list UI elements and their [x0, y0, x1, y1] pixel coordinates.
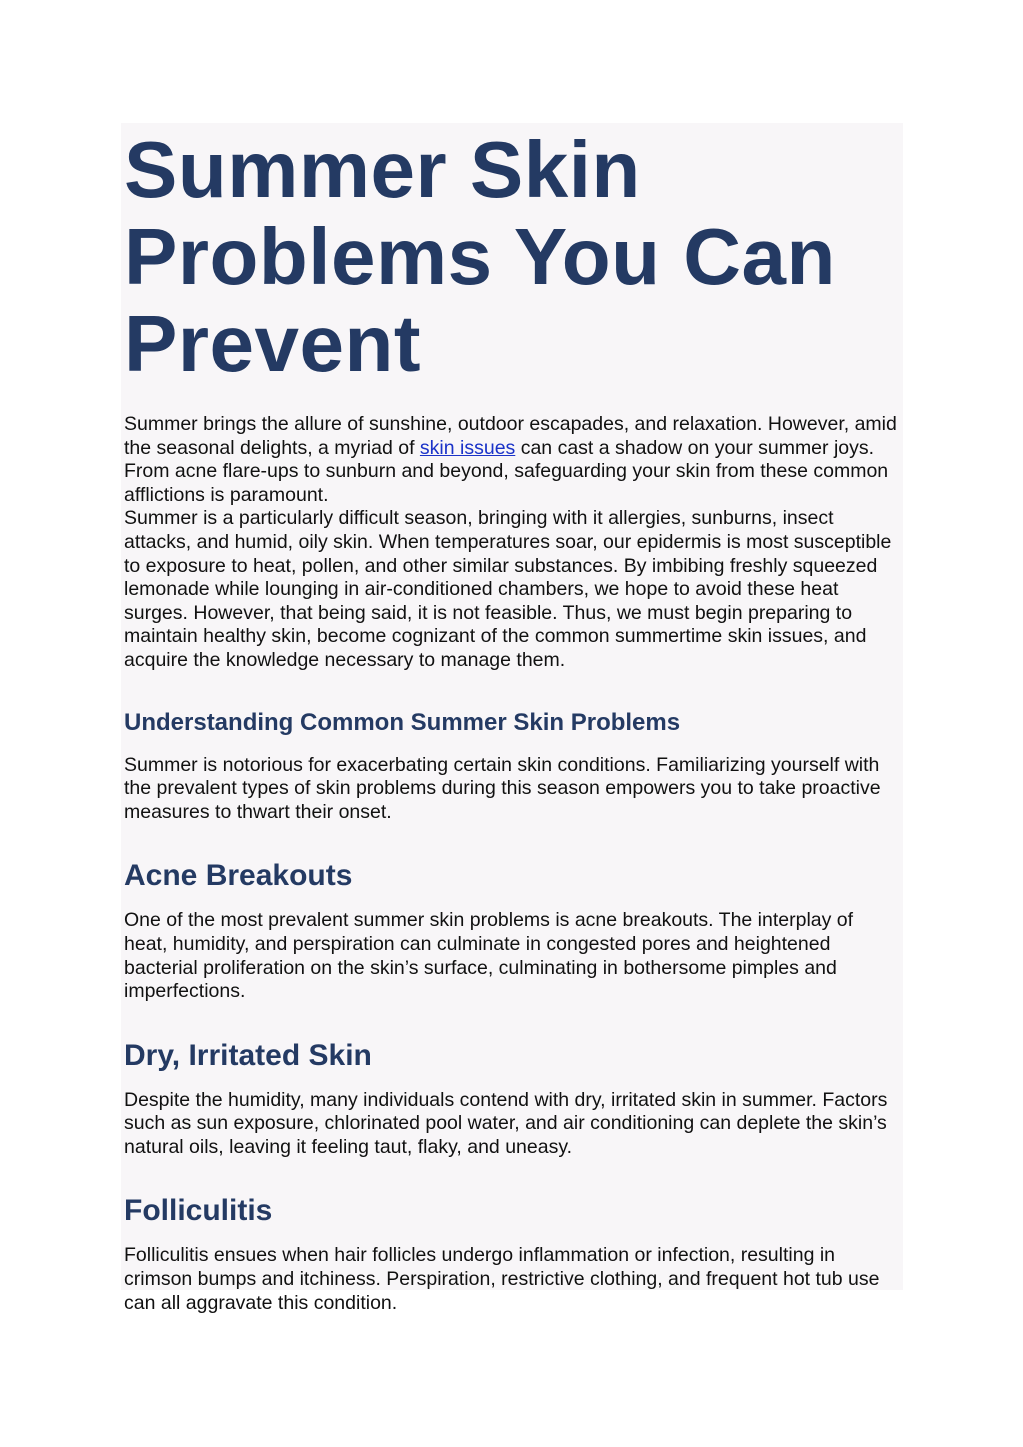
understanding-paragraph: Summer is notorious for exacerbating certain skin conditions. Familiarizing yourself with the prevalent types of skin problems during this season empowers you to take proactive measures to thwart their onset.	[124, 753, 881, 823]
dry-skin-paragraph: Despite the humidity, many individuals contend with dry, irritated skin in summer. Factors such as sun exposure, chlorinated pool water, and air conditioning can deplete the skin’s natural oils, leaving it feeling taut, flaky, and uneasy.	[124, 1088, 888, 1158]
intro-text-end: can cast a shadow on your summer joys. From acne flare-ups to sunburn and beyond, safeguarding your skin from these common afflictions is paramount.	[124, 436, 889, 506]
acne-paragraph: One of the most prevalent summer skin problems is acne breakouts. The interplay of heat, humidity, and perspiration can culminate in congested pores and heightened bacterial proliferation on the skin’s surface, culminating in bothersome pimples and imperfections.	[124, 909, 854, 1003]
folliculitis-paragraph: Folliculitis ensues when hair follicles undergo inflammation or infection, resulting in crimson bumps and itchiness. Perspiration, restrictive clothing, and frequent hot tub use can all aggravate this condition.	[124, 1244, 880, 1314]
intro-text-start: Summer brings the allure of sunshine, outdoor escapades, and relaxation. However, amid the seasonal delights, a myriad of	[124, 413, 897, 459]
folliculitis-heading: Folliculitis	[124, 1194, 273, 1228]
acne-heading: Acne Breakouts	[124, 859, 353, 893]
skin-issues-link[interactable]: skin issues	[419, 436, 516, 459]
understanding-heading: Understanding Common Summer Skin Problems	[124, 708, 681, 736]
intro-paragraph-2: Summer is a particularly difficult season, bringing with it allergies, sunburns, insect attacks, and humid, oily skin. When temperatures soar, our epidermis is most susceptible to exposure to heat, pollen, and other similar substances. By imbibing freshly squeezed lemonade while lounging in air-conditioned chambers, we hope to avoid these heat surges. However, that being said, it is not feasible. Thus, we must begin preparing to maintain healthy skin, become cognizant of the common summertime skin issues, and acquire the knowledge necessary to manage them.	[124, 507, 892, 671]
intro-paragraph-1	[124, 413, 900, 507]
article-content	[124, 126, 900, 1315]
page-title: Summer Skin Problems You Can Prevent	[124, 125, 836, 388]
dry-skin-heading: Dry, Irritated Skin	[124, 1038, 372, 1072]
